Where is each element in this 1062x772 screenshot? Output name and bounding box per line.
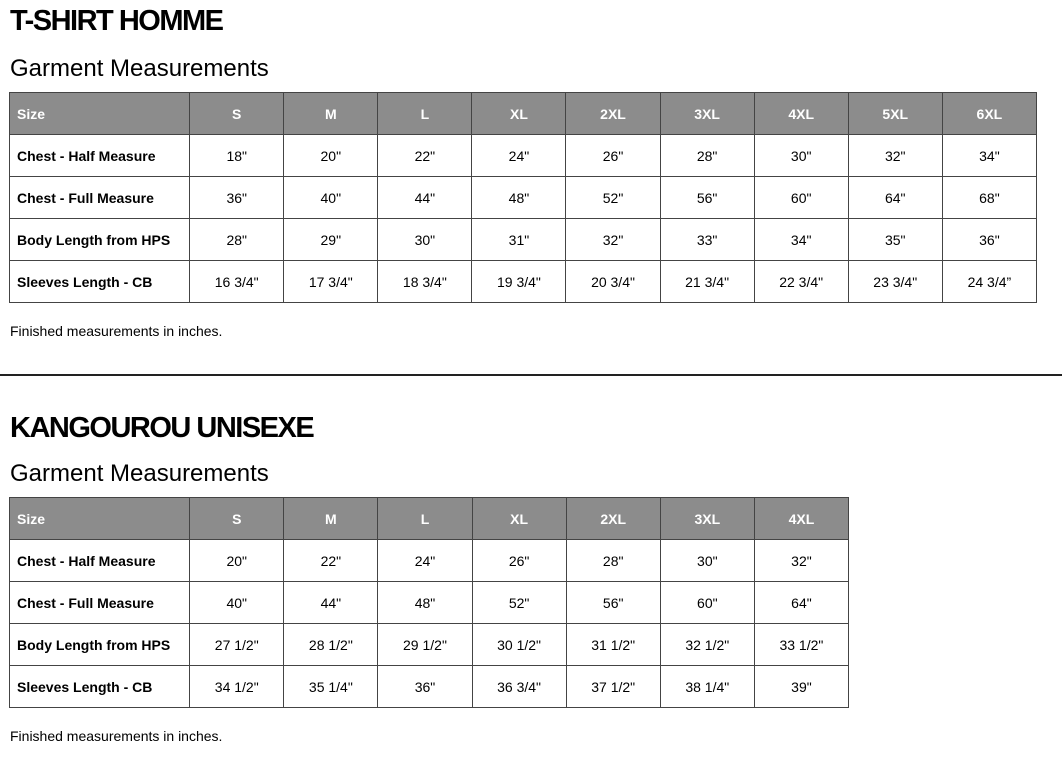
table-cell: 32"	[848, 135, 942, 177]
column-header: 2XL	[566, 93, 660, 135]
table-cell: 44"	[378, 177, 472, 219]
table-cell: 33"	[660, 219, 754, 261]
table-row	[10, 582, 849, 624]
table-cell: 22"	[284, 540, 378, 582]
table-cell: 19 3/4"	[472, 261, 566, 303]
table-cell: 40"	[284, 177, 378, 219]
table-cell: 60"	[754, 177, 848, 219]
column-header: XL	[472, 498, 566, 540]
table-cell: 39"	[754, 666, 848, 708]
table-cell: 64"	[848, 177, 942, 219]
table-cell: 48"	[472, 177, 566, 219]
table-cell: 30"	[660, 540, 754, 582]
table-cell: 20"	[284, 135, 378, 177]
table-cell: 36"	[190, 177, 284, 219]
table-cell: 68"	[942, 177, 1036, 219]
table-header-row	[10, 93, 1037, 135]
table-cell: 29 1/2"	[378, 624, 472, 666]
table-cell: 28"	[566, 540, 660, 582]
column-header: 4XL	[754, 93, 848, 135]
measurement-note-kangourou: Finished measurements in inches.	[10, 728, 223, 744]
table-cell: 24"	[472, 135, 566, 177]
table-cell: 26"	[566, 135, 660, 177]
column-header: S	[190, 498, 284, 540]
row-label: Sleeves Length - CB	[10, 261, 190, 303]
table-cell: 22 3/4"	[754, 261, 848, 303]
table-cell: 34"	[754, 219, 848, 261]
table-cell: 37 1/2"	[566, 666, 660, 708]
table-row	[10, 219, 1037, 261]
table-cell: 24"	[378, 540, 472, 582]
table-cell: 52"	[472, 582, 566, 624]
table-cell: 56"	[566, 582, 660, 624]
table-row	[10, 135, 1037, 177]
size-chart-kangourou	[9, 497, 849, 708]
table-cell: 30 1/2"	[472, 624, 566, 666]
table-cell: 36"	[942, 219, 1036, 261]
table-row	[10, 261, 1037, 303]
table-cell: 48"	[378, 582, 472, 624]
table-cell: 60"	[660, 582, 754, 624]
measurement-note-tshirt: Finished measurements in inches.	[10, 323, 223, 339]
column-header: 3XL	[660, 93, 754, 135]
row-label: Body Length from HPS	[10, 624, 190, 666]
table-cell: 28 1/2"	[284, 624, 378, 666]
table-cell: 30"	[754, 135, 848, 177]
table-cell: 44"	[284, 582, 378, 624]
table-cell: 40"	[190, 582, 284, 624]
table-cell: 31"	[472, 219, 566, 261]
table-cell: 35 1/4"	[284, 666, 378, 708]
table-cell: 64"	[754, 582, 848, 624]
row-label: Chest - Full Measure	[10, 582, 190, 624]
table-cell: 24 3/4”	[942, 261, 1036, 303]
table-cell: 36"	[378, 666, 472, 708]
section-subtitle-kangourou: Garment Measurements	[10, 460, 269, 487]
column-header: L	[378, 93, 472, 135]
table-cell: 31 1/2"	[566, 624, 660, 666]
table-cell: 34"	[942, 135, 1036, 177]
row-label: Chest - Half Measure	[10, 135, 190, 177]
table-cell: 38 1/4"	[660, 666, 754, 708]
row-label: Chest - Full Measure	[10, 177, 190, 219]
table-cell: 28"	[660, 135, 754, 177]
table-cell: 20 3/4"	[566, 261, 660, 303]
size-chart-tshirt	[9, 92, 1037, 303]
column-header: 4XL	[754, 498, 848, 540]
column-header: L	[378, 498, 472, 540]
table-cell: 33 1/2"	[754, 624, 848, 666]
table-cell: 18"	[190, 135, 284, 177]
table-cell: 17 3/4"	[284, 261, 378, 303]
table-cell: 28"	[190, 219, 284, 261]
column-header: M	[284, 93, 378, 135]
section-title-kangourou: KANGOUROU UNISEXE	[10, 412, 314, 444]
column-header: S	[190, 93, 284, 135]
table-cell: 34 1/2"	[190, 666, 284, 708]
table-header-row	[10, 498, 849, 540]
section-title-tshirt: T-SHIRT HOMME	[10, 5, 223, 37]
row-label: Body Length from HPS	[10, 219, 190, 261]
column-header-size: Size	[10, 498, 190, 540]
table-cell: 29"	[284, 219, 378, 261]
table-cell: 32"	[566, 219, 660, 261]
table-cell: 35"	[848, 219, 942, 261]
table-cell: 30"	[378, 219, 472, 261]
row-label: Chest - Half Measure	[10, 540, 190, 582]
column-header: 3XL	[660, 498, 754, 540]
table-cell: 52"	[566, 177, 660, 219]
row-label: Sleeves Length - CB	[10, 666, 190, 708]
table-cell: 36 3/4"	[472, 666, 566, 708]
column-header: 5XL	[848, 93, 942, 135]
table-cell: 26"	[472, 540, 566, 582]
table-row	[10, 666, 849, 708]
column-header: 6XL	[942, 93, 1036, 135]
table-row	[10, 177, 1037, 219]
table-cell: 22"	[378, 135, 472, 177]
table-cell: 18 3/4"	[378, 261, 472, 303]
table-cell: 16 3/4"	[190, 261, 284, 303]
table-cell: 56"	[660, 177, 754, 219]
table-cell: 20"	[190, 540, 284, 582]
section-subtitle-tshirt: Garment Measurements	[10, 55, 269, 82]
column-header: 2XL	[566, 498, 660, 540]
table-cell: 21 3/4"	[660, 261, 754, 303]
section-divider	[0, 374, 1062, 376]
table-cell: 32 1/2"	[660, 624, 754, 666]
table-row	[10, 540, 849, 582]
column-header-size: Size	[10, 93, 190, 135]
table-row	[10, 624, 849, 666]
column-header: M	[284, 498, 378, 540]
table-cell: 27 1/2"	[190, 624, 284, 666]
table-cell: 23 3/4"	[848, 261, 942, 303]
table-cell: 32"	[754, 540, 848, 582]
column-header: XL	[472, 93, 566, 135]
